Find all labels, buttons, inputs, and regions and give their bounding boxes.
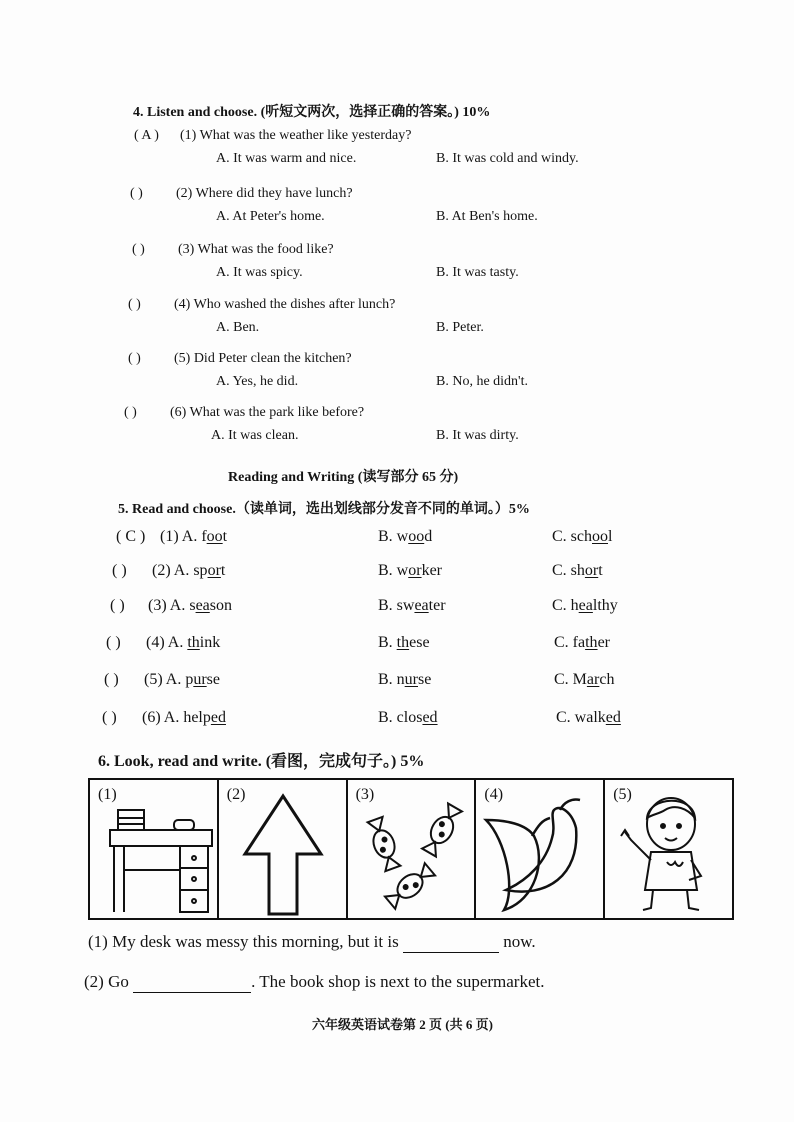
word-part: f	[201, 528, 207, 545]
word-part: ink	[199, 634, 221, 651]
underlined-part: ed	[210, 709, 226, 726]
question-text: (5) Did Peter clean the kitchen?	[174, 351, 352, 366]
up-arrow-icon	[219, 780, 347, 918]
option-b: B. Peter.	[436, 320, 484, 335]
word-part: C. walk	[556, 709, 606, 726]
word-part: se	[206, 671, 220, 688]
answer-paren[interactable]: ( C )	[116, 528, 146, 545]
option-b: B. It was dirty.	[436, 428, 519, 443]
underlined-part: oo	[206, 528, 223, 545]
underlined-part: ed	[422, 709, 438, 726]
word-part: C. fa	[554, 634, 586, 651]
word-part: ese	[409, 634, 430, 651]
word-part: p	[185, 671, 194, 688]
word-part: l	[608, 528, 613, 545]
sentence-2-end: . The book shop is next to the supermarket.	[251, 972, 545, 991]
boy-icon	[605, 780, 733, 918]
word-part: ch	[599, 671, 615, 688]
sentence-2	[84, 972, 544, 993]
sentence-1-start: (1) My desk was messy this morning, but it is	[88, 932, 399, 951]
word-part: t	[220, 562, 226, 579]
underlined-part: ed	[605, 709, 621, 726]
underlined-part: or	[408, 562, 422, 579]
answer-paren[interactable]: ( )	[132, 242, 145, 257]
word-part: se	[418, 671, 432, 688]
option-b-word	[378, 709, 438, 727]
option-a-word	[146, 634, 220, 652]
option-a: A. It was clean.	[211, 428, 299, 443]
word-part: ter	[428, 597, 446, 614]
question-text: (6) What was the park like before?	[170, 405, 365, 420]
option-b-word	[378, 528, 432, 546]
option-a: A. Ben.	[216, 320, 260, 335]
word-part: sp	[193, 562, 208, 579]
underlined-part: ea	[195, 597, 210, 614]
word-part: B. clos	[378, 709, 423, 726]
answer-blank-1[interactable]	[403, 932, 499, 953]
word-part: (3) A.	[148, 597, 190, 614]
option-c-word	[552, 597, 618, 615]
word-part: C. M	[554, 671, 587, 688]
underlined-part: or	[584, 562, 599, 579]
picture-2	[219, 780, 348, 918]
option-a-word	[142, 709, 226, 727]
underlined-part: ar	[586, 671, 600, 688]
underlined-part: th	[396, 634, 410, 651]
sentence-2-start: (2) Go	[84, 972, 129, 991]
underlined-part: ur	[404, 671, 418, 688]
underlined-part: ea	[578, 597, 593, 614]
answer-paren[interactable]: ( )	[128, 351, 141, 366]
picture-number: (1)	[98, 786, 117, 803]
word-part: C. sh	[552, 562, 585, 579]
answer-paren[interactable]: ( )	[110, 597, 125, 614]
sentence-1	[88, 932, 536, 953]
option-a: A. It was warm and nice.	[216, 151, 357, 166]
word-part: B. n	[378, 671, 405, 688]
underlined-part: ur	[193, 671, 207, 688]
option-b-word	[378, 562, 442, 580]
option-a-word	[148, 597, 232, 615]
picture-number: (2)	[226, 786, 246, 803]
option-b: B. No, he didn't.	[436, 374, 528, 389]
section-4-heading: 4. Listen and choose. (听短文两次，选择正确的答案。) 10%	[133, 105, 491, 120]
word-part: lthy	[592, 597, 618, 614]
option-c-word	[556, 709, 621, 727]
underlined-part: oo	[408, 528, 425, 545]
underlined-part: ea	[414, 597, 429, 614]
option-a: A. At Peter's home.	[216, 209, 325, 224]
question-text: (4) Who washed the dishes after lunch?	[174, 297, 396, 312]
picture-5	[605, 780, 732, 918]
option-b-word	[378, 597, 446, 615]
word-part: t	[222, 528, 228, 545]
option-b: B. It was tasty.	[436, 265, 519, 280]
answer-paren[interactable]: ( )	[104, 671, 119, 688]
word-part: er	[597, 634, 610, 651]
option-c-word	[552, 562, 603, 580]
option-b-word	[378, 634, 430, 652]
picture-4	[476, 780, 605, 918]
picture-3	[348, 780, 477, 918]
word-part: d	[424, 528, 433, 545]
answer-paren[interactable]: ( )	[128, 297, 141, 312]
answer-paren[interactable]: ( )	[102, 709, 117, 726]
reading-writing-title: Reading and Writing (读写部分 65 分)	[228, 470, 459, 485]
word-part: ker	[421, 562, 442, 579]
word-part: (1) A.	[160, 528, 202, 545]
word-part: help	[183, 709, 211, 726]
answer-paren[interactable]: ( A )	[134, 128, 159, 143]
word-part: B. w	[378, 528, 409, 545]
answer-paren[interactable]: ( )	[130, 186, 143, 201]
underlined-part: th	[187, 634, 200, 651]
picture-strip	[88, 778, 734, 920]
page-footer: 六年级英语试卷第 2 页 (共 6 页)	[312, 1017, 493, 1032]
word-part: B. sw	[378, 597, 415, 614]
word-part: C. sch	[552, 528, 592, 545]
candies-icon	[348, 780, 476, 918]
answer-paren[interactable]: ( )	[124, 405, 137, 420]
word-part: (2) A.	[152, 562, 194, 579]
option-a-word	[144, 671, 220, 689]
answer-paren[interactable]: ( )	[112, 562, 127, 579]
underlined-part: th	[585, 634, 598, 651]
picture-number: (3)	[355, 786, 375, 803]
word-part: (4) A.	[146, 634, 188, 651]
answer-blank-2[interactable]	[133, 972, 251, 993]
picture-number: (4)	[484, 786, 504, 803]
word-part: B.	[378, 634, 397, 651]
question-text: (3) What was the food like?	[178, 242, 334, 257]
question-text: (2) Where did they have lunch?	[176, 186, 353, 201]
option-a: A. Yes, he did.	[216, 374, 299, 389]
word-part: B. w	[378, 562, 409, 579]
underlined-part: or	[207, 562, 221, 579]
word-part: t	[598, 562, 603, 579]
option-b: B. It was cold and windy.	[436, 151, 579, 166]
chili-peppers-icon	[476, 780, 604, 918]
answer-paren[interactable]: ( )	[106, 634, 121, 651]
underlined-part: oo	[592, 528, 608, 545]
option-c-word	[554, 671, 614, 689]
picture-1	[90, 780, 219, 918]
word-part: (6) A.	[142, 709, 184, 726]
word-part: (5) A.	[144, 671, 186, 688]
option-c-word	[552, 528, 612, 546]
section-6-heading: 6. Look, read and write. (看图，完成句子。) 5%	[98, 753, 425, 770]
option-b: B. At Ben's home.	[436, 209, 538, 224]
section-5-heading: 5. Read and choose.（读单词，选出划线部分发音不同的单词。）5%	[118, 502, 530, 517]
option-a-word	[152, 562, 225, 580]
word-part: s	[189, 597, 196, 614]
option-a: A. It was spicy.	[216, 265, 303, 280]
word-part: son	[209, 597, 232, 614]
question-text: (1) What was the weather like yesterday?	[180, 128, 412, 143]
desk-icon	[90, 780, 218, 918]
word-part: C. h	[552, 597, 579, 614]
option-c-word	[554, 634, 610, 652]
option-a-word	[160, 528, 227, 546]
picture-number: (5)	[613, 786, 632, 803]
option-b-word	[378, 671, 431, 689]
sentence-1-end: now.	[503, 932, 536, 951]
